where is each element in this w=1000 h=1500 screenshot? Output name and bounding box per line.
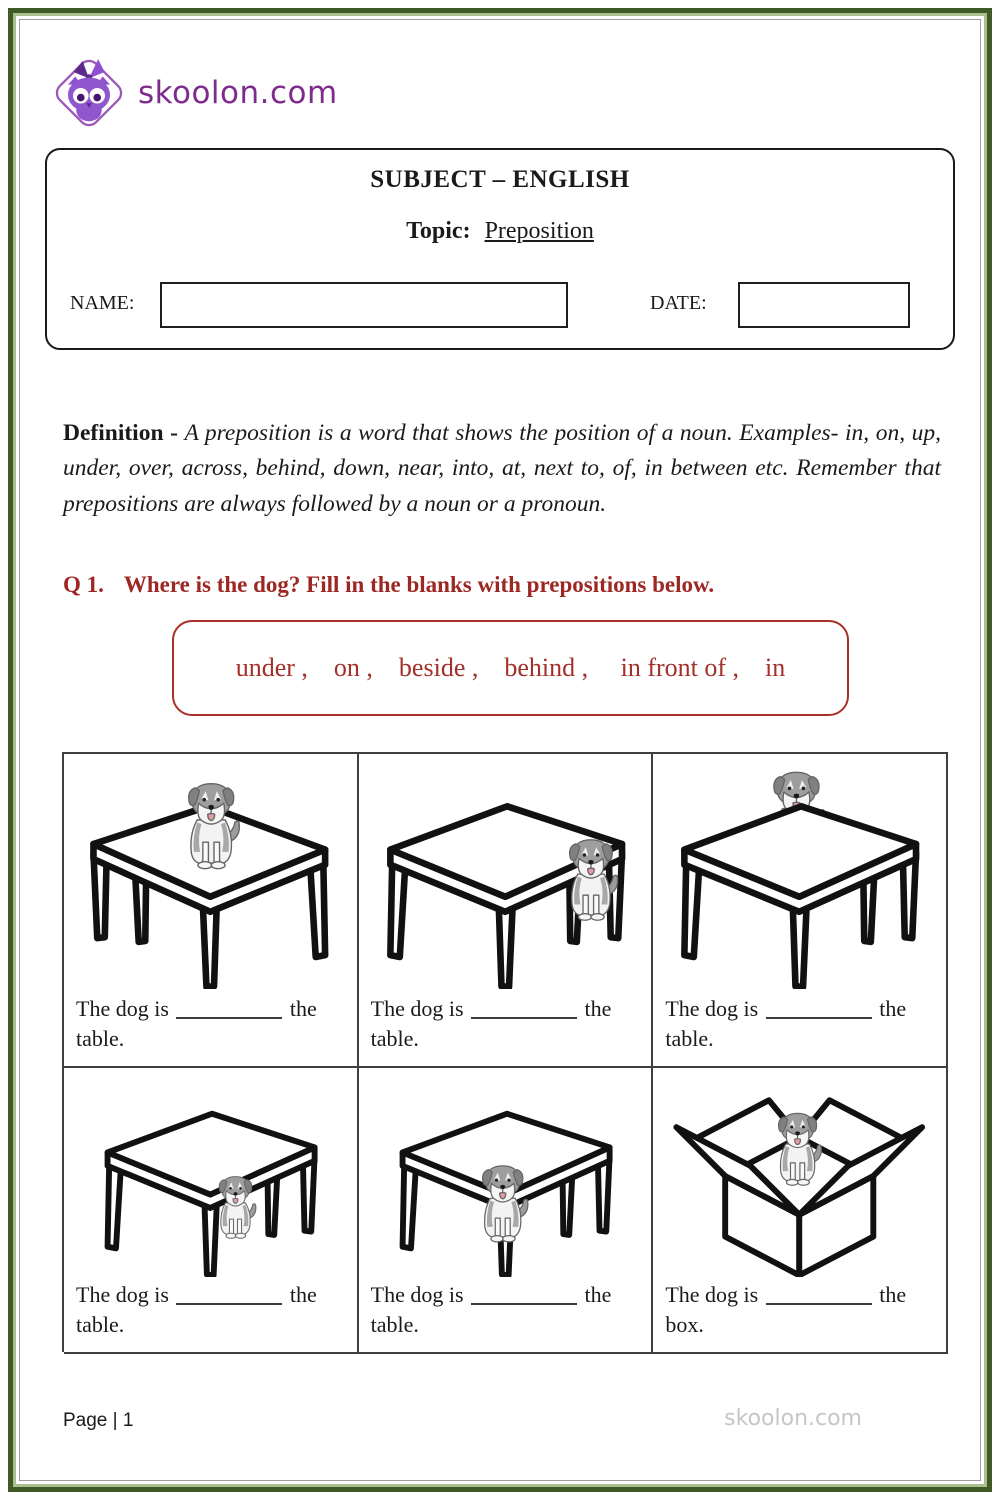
dog-icon [779, 1113, 822, 1185]
exercise-cell-dog-in-front-of-table [359, 1068, 654, 1354]
answer-blank[interactable] [471, 1001, 577, 1019]
exercise-cell-dog-behind-table [653, 754, 948, 1068]
question-heading [63, 572, 714, 598]
dog-beside-table-image [359, 754, 652, 994]
logo [46, 50, 338, 136]
answer-blank[interactable] [471, 1287, 577, 1305]
caption [64, 1280, 357, 1352]
skoolon-owl-logo-icon [46, 50, 132, 136]
topic-line [47, 218, 953, 245]
footer-site-name: skoolon.com [724, 1406, 862, 1431]
caption-suffix: the table. [76, 1282, 317, 1337]
exercise-cell-dog-beside-table [359, 754, 654, 1068]
exercise-cell-dog-on-table [64, 754, 359, 1068]
dog-in-front-of-table-image [359, 1068, 652, 1280]
caption-suffix: the table. [370, 1282, 612, 1337]
dog-behind-table-image [653, 754, 946, 994]
definition-paragraph [63, 416, 941, 523]
table-icon [685, 806, 917, 987]
exercise-cell-dog-in-box [653, 1068, 948, 1354]
word-bank-options: under , on , beside , behind , in front of , in [235, 653, 786, 682]
exercise-cell-dog-under-table [64, 1068, 359, 1354]
answer-blank[interactable] [766, 1287, 872, 1305]
caption [653, 1280, 946, 1352]
date-input[interactable] [738, 282, 910, 328]
answer-blank[interactable] [176, 1001, 282, 1019]
caption-prefix: The dog is [76, 1282, 169, 1307]
caption-suffix: the table. [76, 996, 317, 1051]
answer-blank[interactable] [766, 1001, 872, 1019]
caption [64, 994, 357, 1066]
subject-title: SUBJECT – ENGLISH [370, 166, 630, 193]
exercise-grid [62, 752, 948, 1352]
caption-suffix: the table. [665, 996, 907, 1051]
dog-icon [219, 1177, 256, 1239]
caption [359, 1280, 652, 1352]
caption-suffix: the box. [665, 1282, 907, 1337]
definition-body: A preposition is a word that shows the position of a noun. Examples- in, on, up, under, over, across, behind, down, near, into, at, next to, of, in between etc. Remember that prepositions are always followed by a noun or a pronoun. [63, 419, 941, 517]
topic-label: Topic: [406, 218, 471, 244]
dog-under-table-image [64, 1068, 357, 1280]
caption [359, 994, 652, 1066]
caption-prefix: The dog is [370, 996, 464, 1021]
worksheet-page [8, 8, 992, 1492]
word-bank-box [172, 620, 849, 716]
caption-prefix: The dog is [76, 996, 169, 1021]
page-number: Page | 1 [63, 1410, 134, 1431]
dog-on-table-image [64, 754, 357, 994]
caption-prefix: The dog is [665, 996, 759, 1021]
site-name: skoolon.com [138, 75, 338, 111]
answer-blank[interactable] [176, 1287, 282, 1305]
caption-prefix: The dog is [370, 1282, 464, 1307]
caption-suffix: the table. [370, 996, 612, 1051]
table-icon [108, 1114, 315, 1276]
topic-value: Preposition [484, 218, 594, 244]
question-number: Q 1. [63, 572, 104, 597]
caption [653, 994, 946, 1066]
name-input[interactable] [160, 282, 568, 328]
name-label: NAME: [70, 292, 135, 314]
caption-prefix: The dog is [665, 1282, 759, 1307]
question-text: Where is the dog? Fill in the blanks with prepositions below. [123, 572, 715, 597]
worksheet-header [45, 148, 955, 350]
definition-label: Definition - [63, 419, 185, 446]
date-label: DATE: [650, 292, 707, 314]
dog-in-box-image [653, 1068, 946, 1280]
